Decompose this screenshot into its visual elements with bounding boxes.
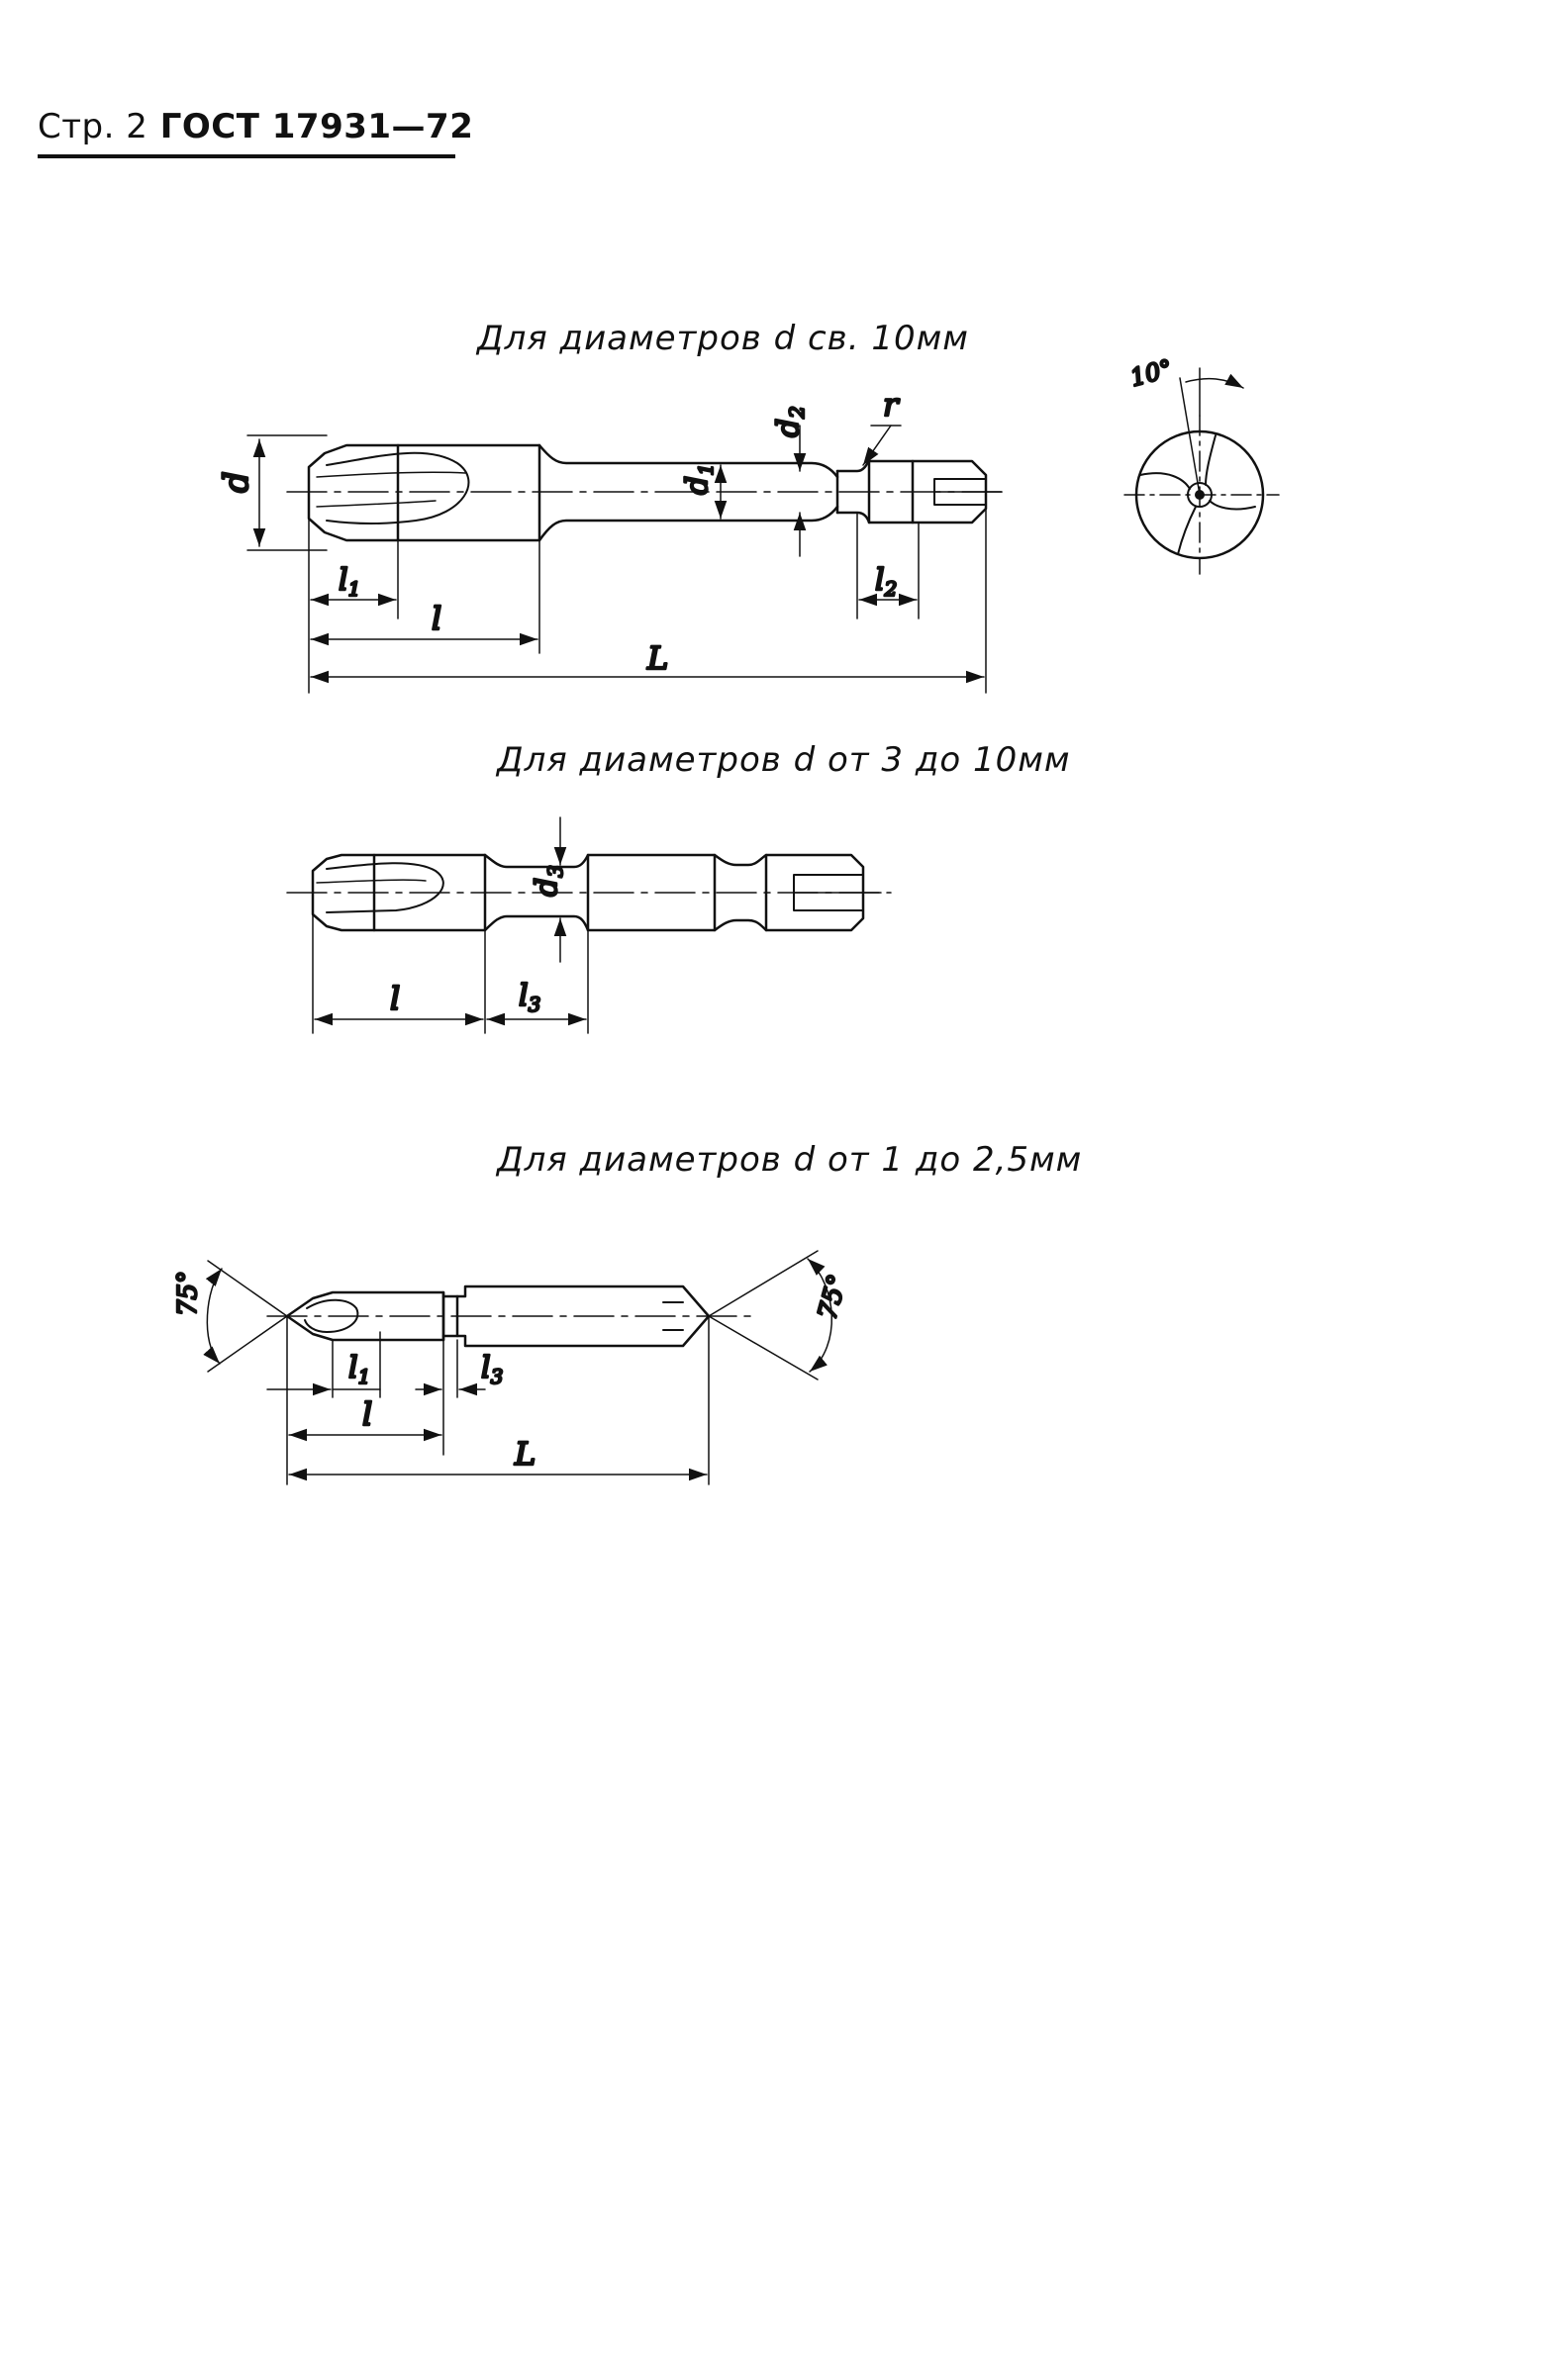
- fig3-label-angle-75-left: 75°: [173, 1270, 203, 1316]
- fig1-label-r: r: [883, 386, 899, 424]
- fig3-label-l3: $l_3$: [481, 1351, 504, 1388]
- fig3-label-angle-75-right: 75°: [813, 1271, 854, 1323]
- fig2-label-l: l: [390, 980, 401, 1017]
- fig1-label-d2: $d_2$: [771, 406, 809, 437]
- fig1-label-L: L: [647, 639, 669, 677]
- fig3-label-L: L: [515, 1435, 536, 1473]
- fig2-label-d3: $d_3$: [530, 865, 567, 897]
- fig2-label-l3: $l_3$: [519, 979, 541, 1016]
- caption-fig1: Для диаметров d св. 10мм: [477, 319, 969, 358]
- figure-1-tap-large: [217, 354, 1279, 693]
- figure-2-tap-medium: [287, 817, 891, 1033]
- page-number: Стр. 2: [38, 107, 148, 146]
- fig1-label-l2: $l_2$: [875, 563, 898, 601]
- fig3-label-l1: $l_1$: [348, 1351, 371, 1388]
- fig1-neck: [539, 445, 837, 477]
- fig1-label-l1: $l_1$: [339, 563, 361, 601]
- fig1-label-l: l: [432, 600, 442, 637]
- standard-number: ГОСТ 17931—72: [159, 107, 474, 146]
- figure-3-tap-small: [173, 1251, 853, 1484]
- fig1-end-view: [1124, 368, 1279, 574]
- fig3-label-l: l: [362, 1395, 373, 1433]
- fig1-label-d1: $d_1$: [680, 463, 718, 495]
- caption-fig3: Для диаметров d от 1 до 2,5мм: [497, 1140, 1083, 1180]
- fig1-label-d: d: [217, 471, 256, 493]
- fig1-label-angle-10: 10°: [1126, 354, 1176, 393]
- fig1-cutting-part: [309, 445, 539, 540]
- caption-fig2: Для диаметров d от 3 до 10мм: [497, 740, 1071, 780]
